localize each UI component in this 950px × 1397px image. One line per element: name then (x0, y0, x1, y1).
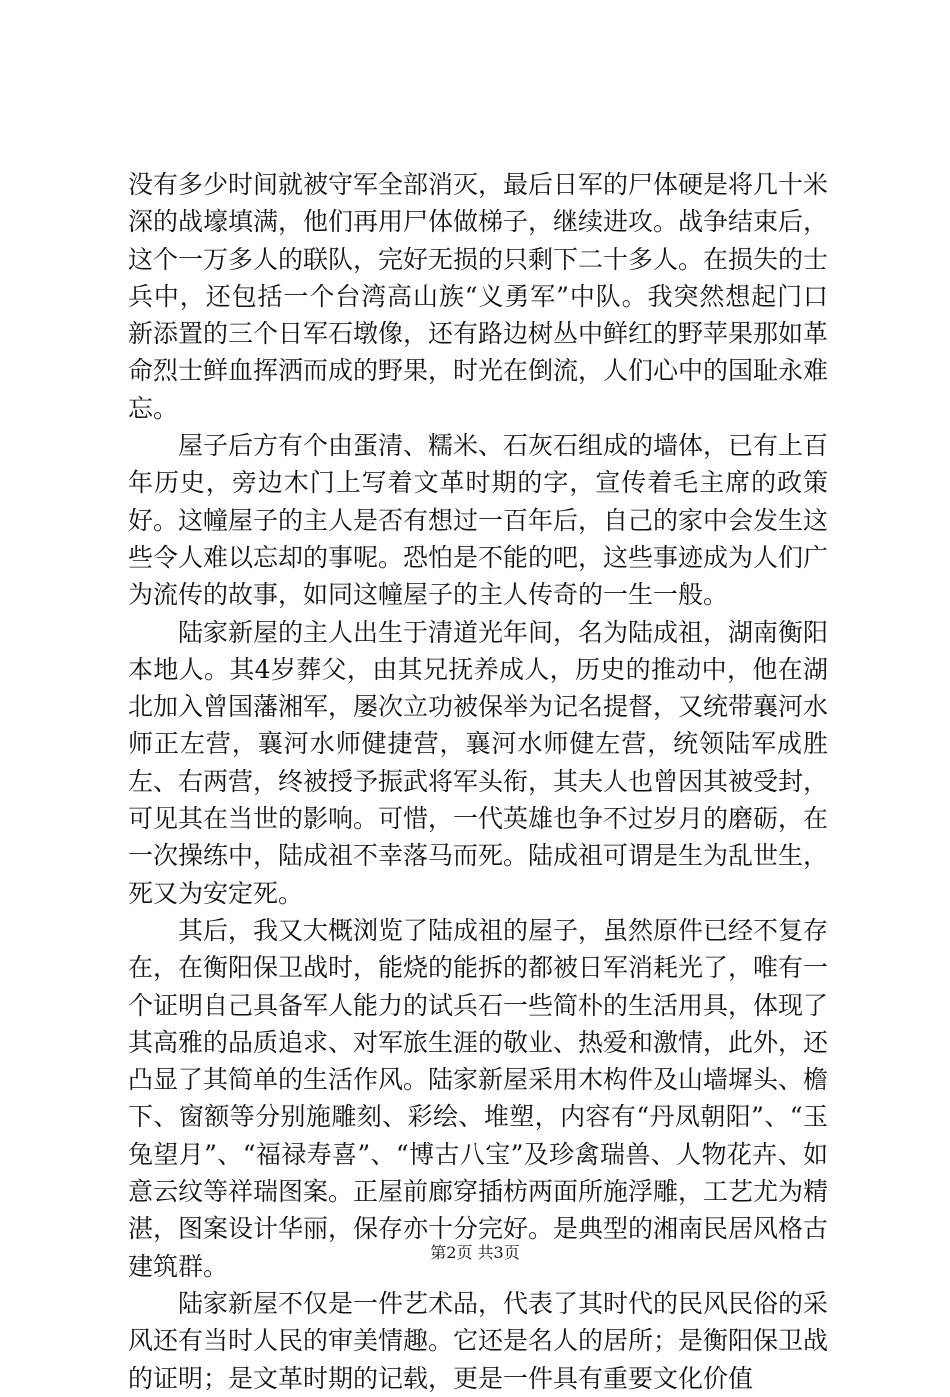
paragraph-1: 没有多少时间就被守军全部消灭，最后日军的尸体硬是将几十米深的战壕填满，他们再用尸体做梯子，继续进攻。战争结束后，这个一万多人的联队，完好无损的只剩下二十多人。在损失的士兵中，还包括一个台湾高山族“义勇军”中队。我突然想起门口新添置的三个日军石墩像，还有路边树丛中鲜红的野苹果那如革命烈士鲜血挥洒而成的野果，时光在倒流，人们心中的国耻永难忘。 (128, 170, 829, 423)
paragraph-3: 陆家新屋的主人出生于清道光年间，名为陆成祖，湖南衡阳本地人。其4岁葬父，由其兄抚养成人，历史的推动中，他在湖北加入曾国藩湘军，屡次立功被保举为记名提督，又统带襄河水师正左营，襄河水师健捷营，襄河水师健左营，统领陆军成胜左、右两营，终被授予振武将军头衔，其夫人也曾因其被受封，可见其在当世的影响。可惜，一代英雄也争不过岁月的磨砺，在一次操练中，陆成祖不幸落马而死。陆成祖可谓是生为乱世生，死又为安定死。 (128, 617, 829, 908)
page-number-footer: 第2页 共3页 (430, 1243, 520, 1262)
paragraph-2: 屋子后方有个由蛋清、糯米、石灰石组成的墙体，已有上百年历史，旁边木门上写着文革时期的字，宣传着毛主席的政策好。这幢屋子的主人是否有想过一百年后，自己的家中会发生这些令人难以忘却的事呢。恐怕是不能的吧，这些事迹成为人们广为流传的故事，如同这幢屋子的主人传奇的一生一般。 (128, 431, 829, 610)
paragraph-5: 陆家新屋不仅是一件艺术品，代表了其时代的民风民俗的采风还有当时人民的审美情趣。它还是名人的居所；是衡阳保卫战的证明；是文革时期的记载，更是一件具有重要文化价值 (128, 1288, 829, 1393)
paragraph-4: 其后，我又大概浏览了陆成祖的屋子，虽然原件已经不复存在，在衡阳保卫战时，能烧的能拆的都被日军消耗光了，唯有一个证明自己具备军人能力的试兵石一些简朴的生活用具，体现了其高雅的品质追求、对军旅生涯的敬业、热爱和激情，此外，还凸显了其简单的生活作风。陆家新屋采用木构件及山墙墀头、檐下、窗额等分别施雕刻、彩绘、堆塑，内容有“丹凤朝阳”、“玉兔望月”、“福禄寿喜”、“博古八宝”及珍禽瑞兽、人物花卉、如意云纹等祥瑞图案。正屋前廊穿插枋两面所施浮雕，工艺尤为精湛，图案设计华丽，保存亦十分完好。是典型的湘南民居风格古建筑群。 (128, 915, 829, 1281)
document-body (128, 166, 828, 1397)
